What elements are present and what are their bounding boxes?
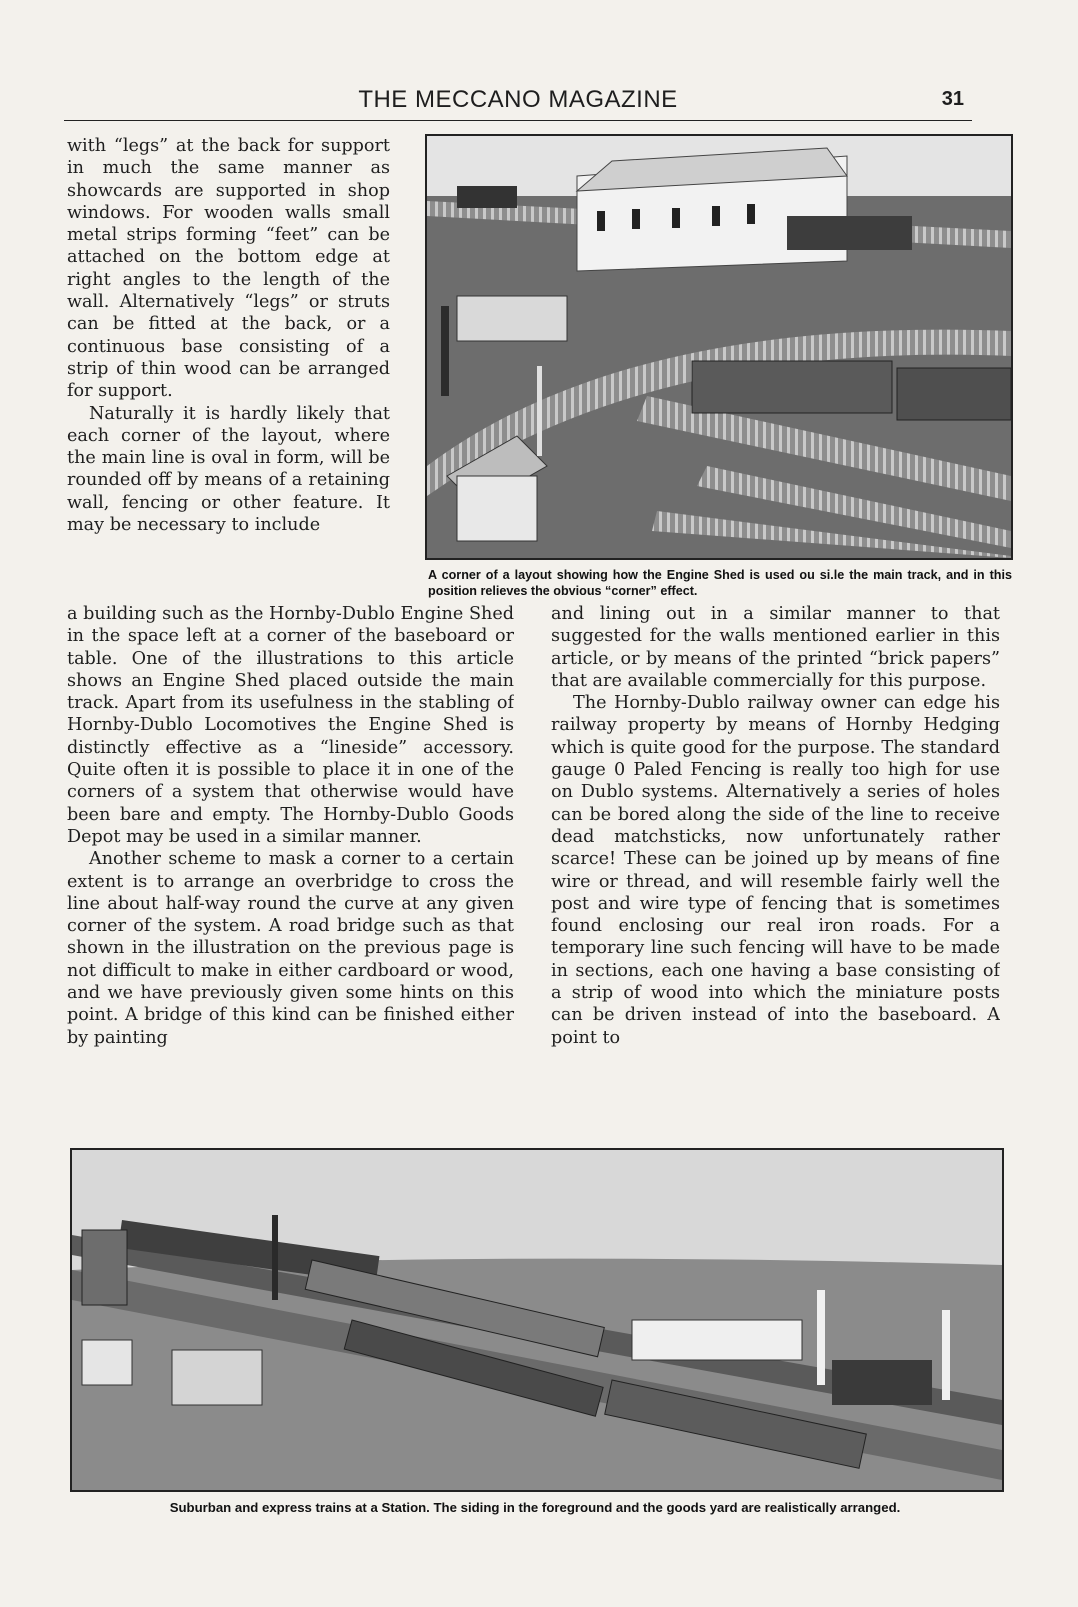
magazine-title: THE MECCANO MAGAZINE xyxy=(358,86,678,113)
station-photo xyxy=(70,1148,1004,1492)
paragraph: a building such as the Hornby-Dublo Engine Shed in the space left at a corner of the baseboard or table. One of the illustrations to this article shows an Engine Shed placed outside the main track. Apart from its usefulness in the stabling of Hornby-Dublo Locomotives the Engine Shed is distinctly effective as a “lineside” accessory. Quite often it is possible to place it in one of the corners of a system that otherwise would have been bare and empty. The Hornby-Dublo Goods Depot may be used in a similar manner. xyxy=(67,604,514,847)
engine-shed-caption: A corner of a layout showing how the Engine Shed is used ou si.le the main track, and in this position relieves the obvious “corner” effect. xyxy=(428,568,1012,598)
paragraph: and lining out in a similar manner to that suggested for the walls mentioned earlier in this article, or by means of the printed “brick papers” that are available commercially for this purpose. xyxy=(551,604,1000,691)
page-number: 31 xyxy=(941,88,964,110)
page-header xyxy=(64,84,972,121)
station-illustration xyxy=(72,1150,1002,1490)
left-column-top-text xyxy=(67,135,390,615)
engine-shed-layout-photo xyxy=(425,134,1013,560)
engine-shed-illustration xyxy=(427,136,1011,558)
station-caption: Suburban and express trains at a Station. The siding in the foreground and the goods yard are realistically arranged. xyxy=(169,1500,901,1515)
paragraph: with “legs” at the back for support in much the same manner as showcards are supported in shop windows. For wooden walls small metal strips forming “feet” can be attached on the bottom edge at right angles to the length of the wall. Alternatively “legs” or struts can be fitted at the back, or a continuous base consisting of a strip of thin wood can be arranged for support. xyxy=(67,136,390,402)
paragraph: Another scheme to mask a corner to a certain extent is to arrange an overbridge to cross the line about half-way round the curve at any given corner of the system. A road bridge such as that shown in the illustration on the previous page is not difficult to make in either cardboard or wood, and we have previously given some hints on this point. A bridge of this kind can be finished either by painting xyxy=(67,849,514,1048)
right-column-text xyxy=(551,603,1000,1123)
left-column-bottom-text xyxy=(67,603,514,1123)
paragraph: Naturally it is hardly likely that each corner of the layout, where the main line is oval in form, will be rounded off by means of a retaining wall, fencing or other feature. It may be necessary to include xyxy=(67,403,390,536)
paragraph: The Hornby-Dublo railway owner can edge his railway property by means of Hornby Hedging which is quite good for the purpose. The standard gauge 0 Paled Fencing is really too high for use on Dublo systems. Alternatively a series of holes can be bored along the side of the line to receive dead matchsticks, now unfortunately rather scarce! These can be joined up by means of fine wire or thread, and will resemble fairly well the post and wire type of fencing that is sometimes found enclosing our real iron roads. For a temporary line such fencing will have to be made in sections, each one having a base consisting of a strip of wood into which the miniature posts can be driven instead of into the baseboard. A point to xyxy=(551,693,1000,1048)
